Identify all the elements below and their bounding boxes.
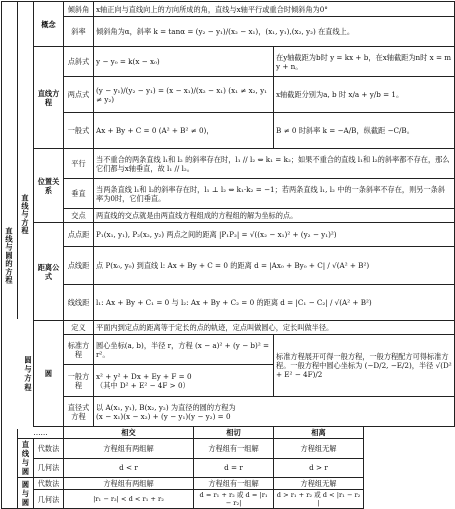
std-label: 标准方程 [64, 335, 94, 365]
circle-section-title: 圆与方程 [17, 319, 33, 429]
gen-cond: （其中 D² + E² − 4F > 0） [96, 380, 190, 390]
ll-text: l₁: Ax + By + C₁ = 0 与 l₂: Ax + By + C₂ = 0 的距离 d = |C₁ − C₂| / √(A² + B²) [94, 285, 455, 321]
intersect-label: 交点 [64, 209, 94, 223]
slope-label: 斜率 [64, 17, 94, 47]
root-title: 直线与圆的方程 [2, 2, 18, 509]
std-right-text [274, 335, 455, 397]
def-label: 定义 [64, 321, 94, 335]
perp-label: 垂直 [64, 179, 94, 209]
cc-alg-tangent: 方程组有一组解 [194, 478, 274, 490]
pl-text: 点 P(x₀, y₀) 到直线 l: Ax + By + C = 0 的距离 d = |Ax₀ + By₀ + C| / √(A² + B²) [94, 247, 455, 285]
cc-geo-separate: d > r₁ + r₂ 或 d < |r₁ − r₂| [274, 490, 364, 509]
pp-text: P₁(x₁, y₁), P₂(x₂, y₂) 两点之间的距离 |P₁P₂| = √((x₂ − x₁)² + (y₂ − y₁)²) [94, 223, 455, 247]
two-point-label: 两点式 [64, 77, 94, 113]
rel-col-tangent: 相切 [194, 427, 274, 439]
lc-geo-intersect: d < r [64, 458, 194, 478]
general-label: 一般式 [64, 113, 94, 149]
point-slope-label: 点斜式 [64, 47, 94, 77]
incline-label: 倾斜角 [64, 2, 94, 17]
gen-eq-cell [94, 365, 274, 397]
cc-geo-intersect: |r₁ − r₂| < d < r₁ + r₂ [64, 490, 194, 509]
concept-group: 概念 [34, 2, 64, 47]
pp-label: 点点距 [64, 223, 94, 247]
circle-group: 圆 [34, 321, 64, 427]
general-text: B ≠ 0 时斜率 k = −A/B，纵截距 −C/B。 [274, 113, 455, 149]
circle-circle-label: 圆与圆 [18, 478, 34, 509]
slope-intercept-text: 在y轴截距为b时 y = kx + b，在x轴截距为n时 x = my + n。 [274, 47, 455, 77]
formula-table [1, 1, 455, 509]
line-section-title: 直线与方程 [18, 2, 34, 427]
pl-label: 点线距 [64, 247, 94, 285]
gen-label: 一般方程 [64, 365, 94, 397]
relations-dots: …… [18, 427, 64, 439]
diam-cell [94, 397, 455, 427]
incline-text: x轴正向与直线向上的方向所成的角，直线与x轴平行或重合时倾斜角为0° [94, 2, 455, 17]
ll-label: 线线距 [64, 285, 94, 321]
lc-alg-intersect: 方程组有两组解 [64, 439, 194, 459]
lc-geo-separate: d > r [274, 458, 364, 478]
cc-alg-intersect: 方程组有两组解 [64, 478, 194, 490]
slope-text: 倾斜角为α，斜率 k = tanα = (y₂ − y₁)/(x₂ − x₁)，(x₁, y₁),(x₂, y₂) 在直线上。 [94, 17, 455, 47]
general-eq: Ax + By + C = 0 (A² + B² ≠ 0)， [94, 113, 274, 149]
std-right: 标准方程展开可得一般方程，一般方程配方可得标准方程。一般方程中圆心坐标为 [276, 352, 449, 370]
two-point-eq: (y − y₁)/(y₂ − y₁) = (x − x₁)/(x₂ − x₁) (x₁ ≠ x₂, y₁ ≠ y₂) [94, 77, 274, 113]
line-circle-label: 直线与圆 [18, 439, 34, 478]
intercept-text: x轴截距分别为a, b 时 x/a + y/b = 1。 [274, 77, 455, 113]
lc-alg-label: 代数法 [34, 439, 64, 459]
def-text: 平面内到定点的距离等于定长的点的轨迹，定点叫做圆心，定长叫做半径。 [94, 321, 455, 335]
std-text: 圆心坐标(a, b)，半径 r，方程 (x − a)² + (y − b)² = r²。 [94, 335, 274, 365]
formula-sheet [0, 1, 455, 508]
diam-label: 直径式方程 [64, 397, 94, 427]
perp-text: 当两条直线 l₁和 l₂的斜率存在时，l₁ ⊥ l₂ ⇔ k₁·k₂ = −1；若两条直线 l₁, l₂ 中的一条斜率不存在，则另一条斜率为0时，它们垂直。 [94, 179, 455, 209]
parallel-label: 平行 [64, 149, 94, 179]
diam-eq: (x − x₁)(x − x₂) + (y − y₁)(y − y₂) = 0 [96, 411, 231, 421]
cc-alg-label: 代数法 [34, 478, 64, 490]
intersect-text: 两直线的交点就是由两直线方程组成的方程组的解为坐标的点。 [94, 209, 455, 223]
line-equation-group: 直线方程 [34, 47, 64, 149]
lc-alg-tangent: 方程组有一组解 [194, 439, 274, 459]
cc-geo-tangent: d = r₁ + r₂ 或 d = |r₁ − r₂| [194, 490, 274, 509]
cc-geo-label: 几何法 [34, 490, 64, 509]
parallel-text: 当不重合的两条直线 l₁和 l₂ 的斜率存在时，l₁ // l₂ ⇔ k₁ = k₂；如果不重合的直线 l₁和 l₂的斜率都不存在，那么它们都与x轴垂直，故 l₁ // l₂。 [94, 149, 455, 179]
gen-eq: x² + y² + Dx + Ey + F = 0 [96, 371, 192, 381]
lc-geo-tangent: d = r [194, 458, 274, 478]
distance-group: 距离公式 [34, 223, 64, 321]
lc-alg-separate: 方程组无解 [274, 439, 364, 459]
rel-col-separate: 相离 [274, 427, 364, 439]
rel-col-intersect: 相交 [64, 427, 194, 439]
cc-alg-separate: 方程组无解 [274, 478, 364, 490]
position-group: 位置关系 [34, 149, 64, 223]
lc-geo-label: 几何法 [34, 458, 64, 478]
center-radius: (−D/2, −E/2)，半径 √(D² + E² − 4F)/2 [276, 361, 452, 379]
diam-text: 以 A(x₁, y₁), B(x₂, y₂) 为直径的圆的方程为 [96, 402, 236, 412]
point-slope-eq: y − y₀ = k(x − x₀) [94, 47, 274, 77]
